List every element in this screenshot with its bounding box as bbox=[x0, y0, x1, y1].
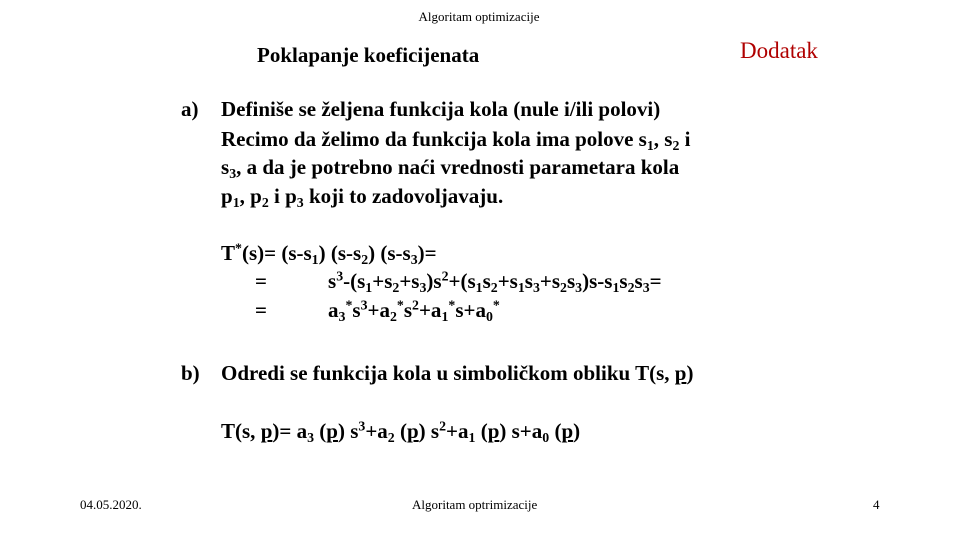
section-a-line-3: $s_3$, a da je potrebno naći vrednosti parametara kola bbox=[221, 155, 680, 181]
slide-title: Poklapanje koeficijenata bbox=[257, 43, 480, 67]
equation-line-1: $T^*(s)= (s-s_1)$ $(s-s_2)$ $(s-s_3)=$ bbox=[221, 240, 437, 267]
footer-date: 04.05.2020. bbox=[80, 497, 142, 512]
appendix-tag: Dodatak bbox=[740, 38, 818, 63]
section-a-line-4: $p_1$, $p_2$ i $p_3$ koji to zadovoljavaju. bbox=[221, 184, 504, 210]
section-a-marker: a) bbox=[181, 97, 199, 121]
section-b-text: Odredi se funkcija kola u simboličkom obliku T(s, p) bbox=[221, 361, 694, 385]
section-a-line-1: Definiše se željena funkcija kola (nule i/ili polovi) bbox=[221, 97, 661, 121]
equation-equals-1: = bbox=[255, 269, 267, 293]
equation-equals-2: = bbox=[255, 298, 267, 322]
header-title: Algoritam optimizacije bbox=[418, 9, 540, 24]
section-b-formula: T(s, $p)= a_3$ (p) $s^3+a_2$ (p) $s^2+a_1$ (p) $s+a_0$ (p) bbox=[221, 418, 581, 445]
section-b-marker: b) bbox=[181, 361, 200, 385]
equation-line-3: $a_3^*s^3+a_2^*s^2+a_1^*s+a_0^*$ bbox=[328, 297, 500, 324]
page-number: 4 bbox=[873, 497, 880, 512]
footer-center: Algoritam optrimizacije bbox=[412, 497, 538, 512]
section-a-line-2: Recimo da želimo da funkcija kola ima polove $s_1$, $s_2$ i bbox=[221, 127, 691, 153]
equation-line-2: $s^3-(s_1+s_2+s_3)s^2+(s_1s_2+s_1s_3+s_2s_3)s-s_1s_2s_3=$ bbox=[328, 268, 662, 295]
